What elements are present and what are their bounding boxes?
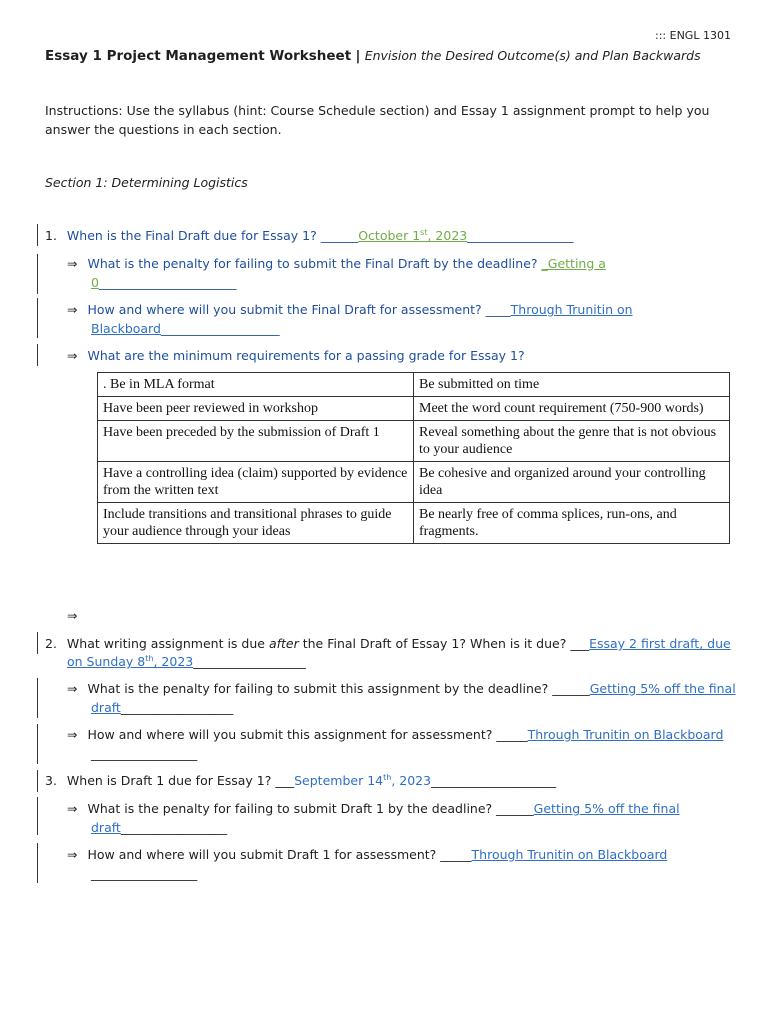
change-bar [37,843,38,883]
arrow-icon: ⇒ [67,348,78,363]
q1-sub2-blank: ____ [485,302,511,317]
q1-sub1-blank: ______________________ [98,275,237,290]
q3-sub2 [67,847,667,862]
q2-sub2-line2 [91,746,197,761]
q2-row [45,636,731,651]
change-bar [37,632,38,654]
change-bar [37,724,38,764]
q2-sub1-answer-cont[interactable]: draft [91,700,121,715]
table-cell: Have a controlling idea (claim) supported by evidence from the written text [98,462,414,503]
q3-number: 3. [45,773,57,789]
q2-number: 2. [45,636,57,651]
arrow-icon: ⇒ [67,302,78,317]
change-bar [37,298,38,338]
table-cell: Have been preceded by the submission of Draft 1 [98,421,414,462]
arrow-icon: ⇒ [67,608,78,623]
q1-sub1-question: What is the penalty for failing to submit the Final Draft by the deadline? [87,256,538,271]
q2-sub1-blank2: __________________ [120,700,234,715]
change-bar [37,344,38,366]
change-bar [37,678,38,718]
q3-sub2-line2 [91,866,197,881]
worksheet-title: Essay 1 Project Management Worksheet [45,48,352,64]
q1-blank-pre: ______ [320,228,359,244]
q3-sub1-answer[interactable]: Getting 5% off the final [533,801,680,816]
table-row [98,373,730,397]
q1-sub3 [67,348,525,363]
change-bar [37,254,38,294]
table-cell: Meet the word count requirement (750-900 words) [414,397,730,421]
q2-answer-cont[interactable]: on Sunday 8th, 2023 [67,654,194,670]
q3-sub1 [67,801,680,816]
q1-sub3-question: What are the minimum requirements for a passing grade for Essay 1? [87,348,525,363]
q3-sub2-answer[interactable]: Through Trunitin on Blackboard [471,847,668,862]
q1-sub1-answer: _Getting a [541,256,606,271]
q2-sub1-blank: ______ [552,681,590,696]
q3-blank-pre: ___ [275,773,295,789]
section-title: Section 1: Determining Logistics [45,175,248,190]
q1-sub2-question: How and where will you submit the Final Draft for assessment? [87,302,482,317]
table-row [98,462,730,503]
table-cell: Have been peer reviewed in workshop [98,397,414,421]
arrow-icon: ⇒ [67,847,78,862]
q1-sub2-line2 [91,321,280,336]
q2-sub2-answer[interactable]: Through Trunitin on Blackboard [527,727,724,742]
empty-bullet [67,608,77,623]
worksheet-subtitle: Envision the Desired Outcome(s) and Plan Backwards [364,48,701,63]
q2-sub1-answer[interactable]: Getting 5% off the final [589,681,736,696]
instructions-line-2: answer the questions in each section. [45,122,282,137]
q2-question: What writing assignment is due after the Final Draft of Essay 1? When is it due? [66,636,567,651]
q3-sub1-blank: ______ [496,801,534,816]
q3-sub1-question: What is the penalty for failing to submit Draft 1 by the deadline? [87,801,493,816]
table-row [98,503,730,544]
q2-sub2 [67,727,723,742]
course-code: ::: ENGL 1301 [655,29,731,42]
q1-number: 1. [45,228,57,244]
table-cell: Be submitted on time [414,373,730,397]
q1-answer: October 1st, 2023 [358,228,468,244]
q2-sub2-blank: _____ [496,727,528,742]
q1-sub2 [67,302,633,317]
q3-sub1-blank2: _________________ [120,820,228,835]
q2-sub1-line2 [91,700,233,715]
q1-question: When is the Final Draft due for Essay 1? [66,228,317,244]
q3-sub2-blank: _____ [440,847,472,862]
change-bar [37,797,38,835]
q1-sub1-line2 [91,275,236,290]
q3-sub2-blank2: _________________ [91,866,198,881]
q3-row [45,773,556,788]
table-cell: Be nearly free of comma splices, run-ons, and fragments. [414,503,730,544]
title-separator: | [355,48,361,64]
q2-sub1-question: What is the penalty for failing to submit this assignment by the deadline? [87,681,549,696]
q1-sub1-answer-cont: 0 [91,275,99,290]
q3-sub2-question: How and where will you submit Draft 1 for assessment? [87,847,437,862]
requirements-table [97,372,730,544]
q3-question: When is Draft 1 due for Essay 1? [66,773,272,789]
table-cell: Be cohesive and organized around your controlling idea [414,462,730,503]
q2-blank-pre: ___ [570,636,590,651]
q2-answer[interactable]: Essay 2 first draft, due [589,636,731,651]
arrow-icon: ⇒ [67,256,78,271]
q1-sub2-answer[interactable]: Through Trunitin on [510,302,633,317]
change-bar [37,770,38,792]
q2-blank-post: __________________ [193,654,306,670]
arrow-icon: ⇒ [67,681,78,696]
q2-row-line2 [67,654,306,669]
arrow-icon: ⇒ [67,801,78,816]
q1-sub1 [67,256,606,271]
table-cell: . Be in MLA format [98,373,414,397]
arrow-icon: ⇒ [67,727,78,742]
q3-sub1-answer-cont[interactable]: draft [91,820,121,835]
q3-blank-post: ____________________ [431,773,557,789]
q1-sub2-blank2: ___________________ [160,321,280,336]
change-bar [37,224,38,246]
q2-sub2-blank2: _________________ [91,746,198,761]
page-title [45,48,701,64]
q2-sub1 [67,681,736,696]
q1-blank-post: _________________ [467,228,574,244]
table-row [98,397,730,421]
table-cell: Include transitions and transitional phrases to guide your audience through your ideas [98,503,414,544]
q3-sub1-line2 [91,820,227,835]
table-row [98,421,730,462]
q1-sub2-answer-cont[interactable]: Blackboard [91,321,161,336]
q2-sub2-question: How and where will you submit this assignment for assessment? [87,727,493,742]
q1-row [45,228,574,243]
instructions-line-1: Instructions: Use the syllabus (hint: Course Schedule section) and Essay 1 assignment prompt to help you [45,103,710,118]
q3-answer[interactable]: September 14th, 2023 [294,773,432,789]
table-cell: Reveal something about the genre that is not obvious to your audience [414,421,730,462]
